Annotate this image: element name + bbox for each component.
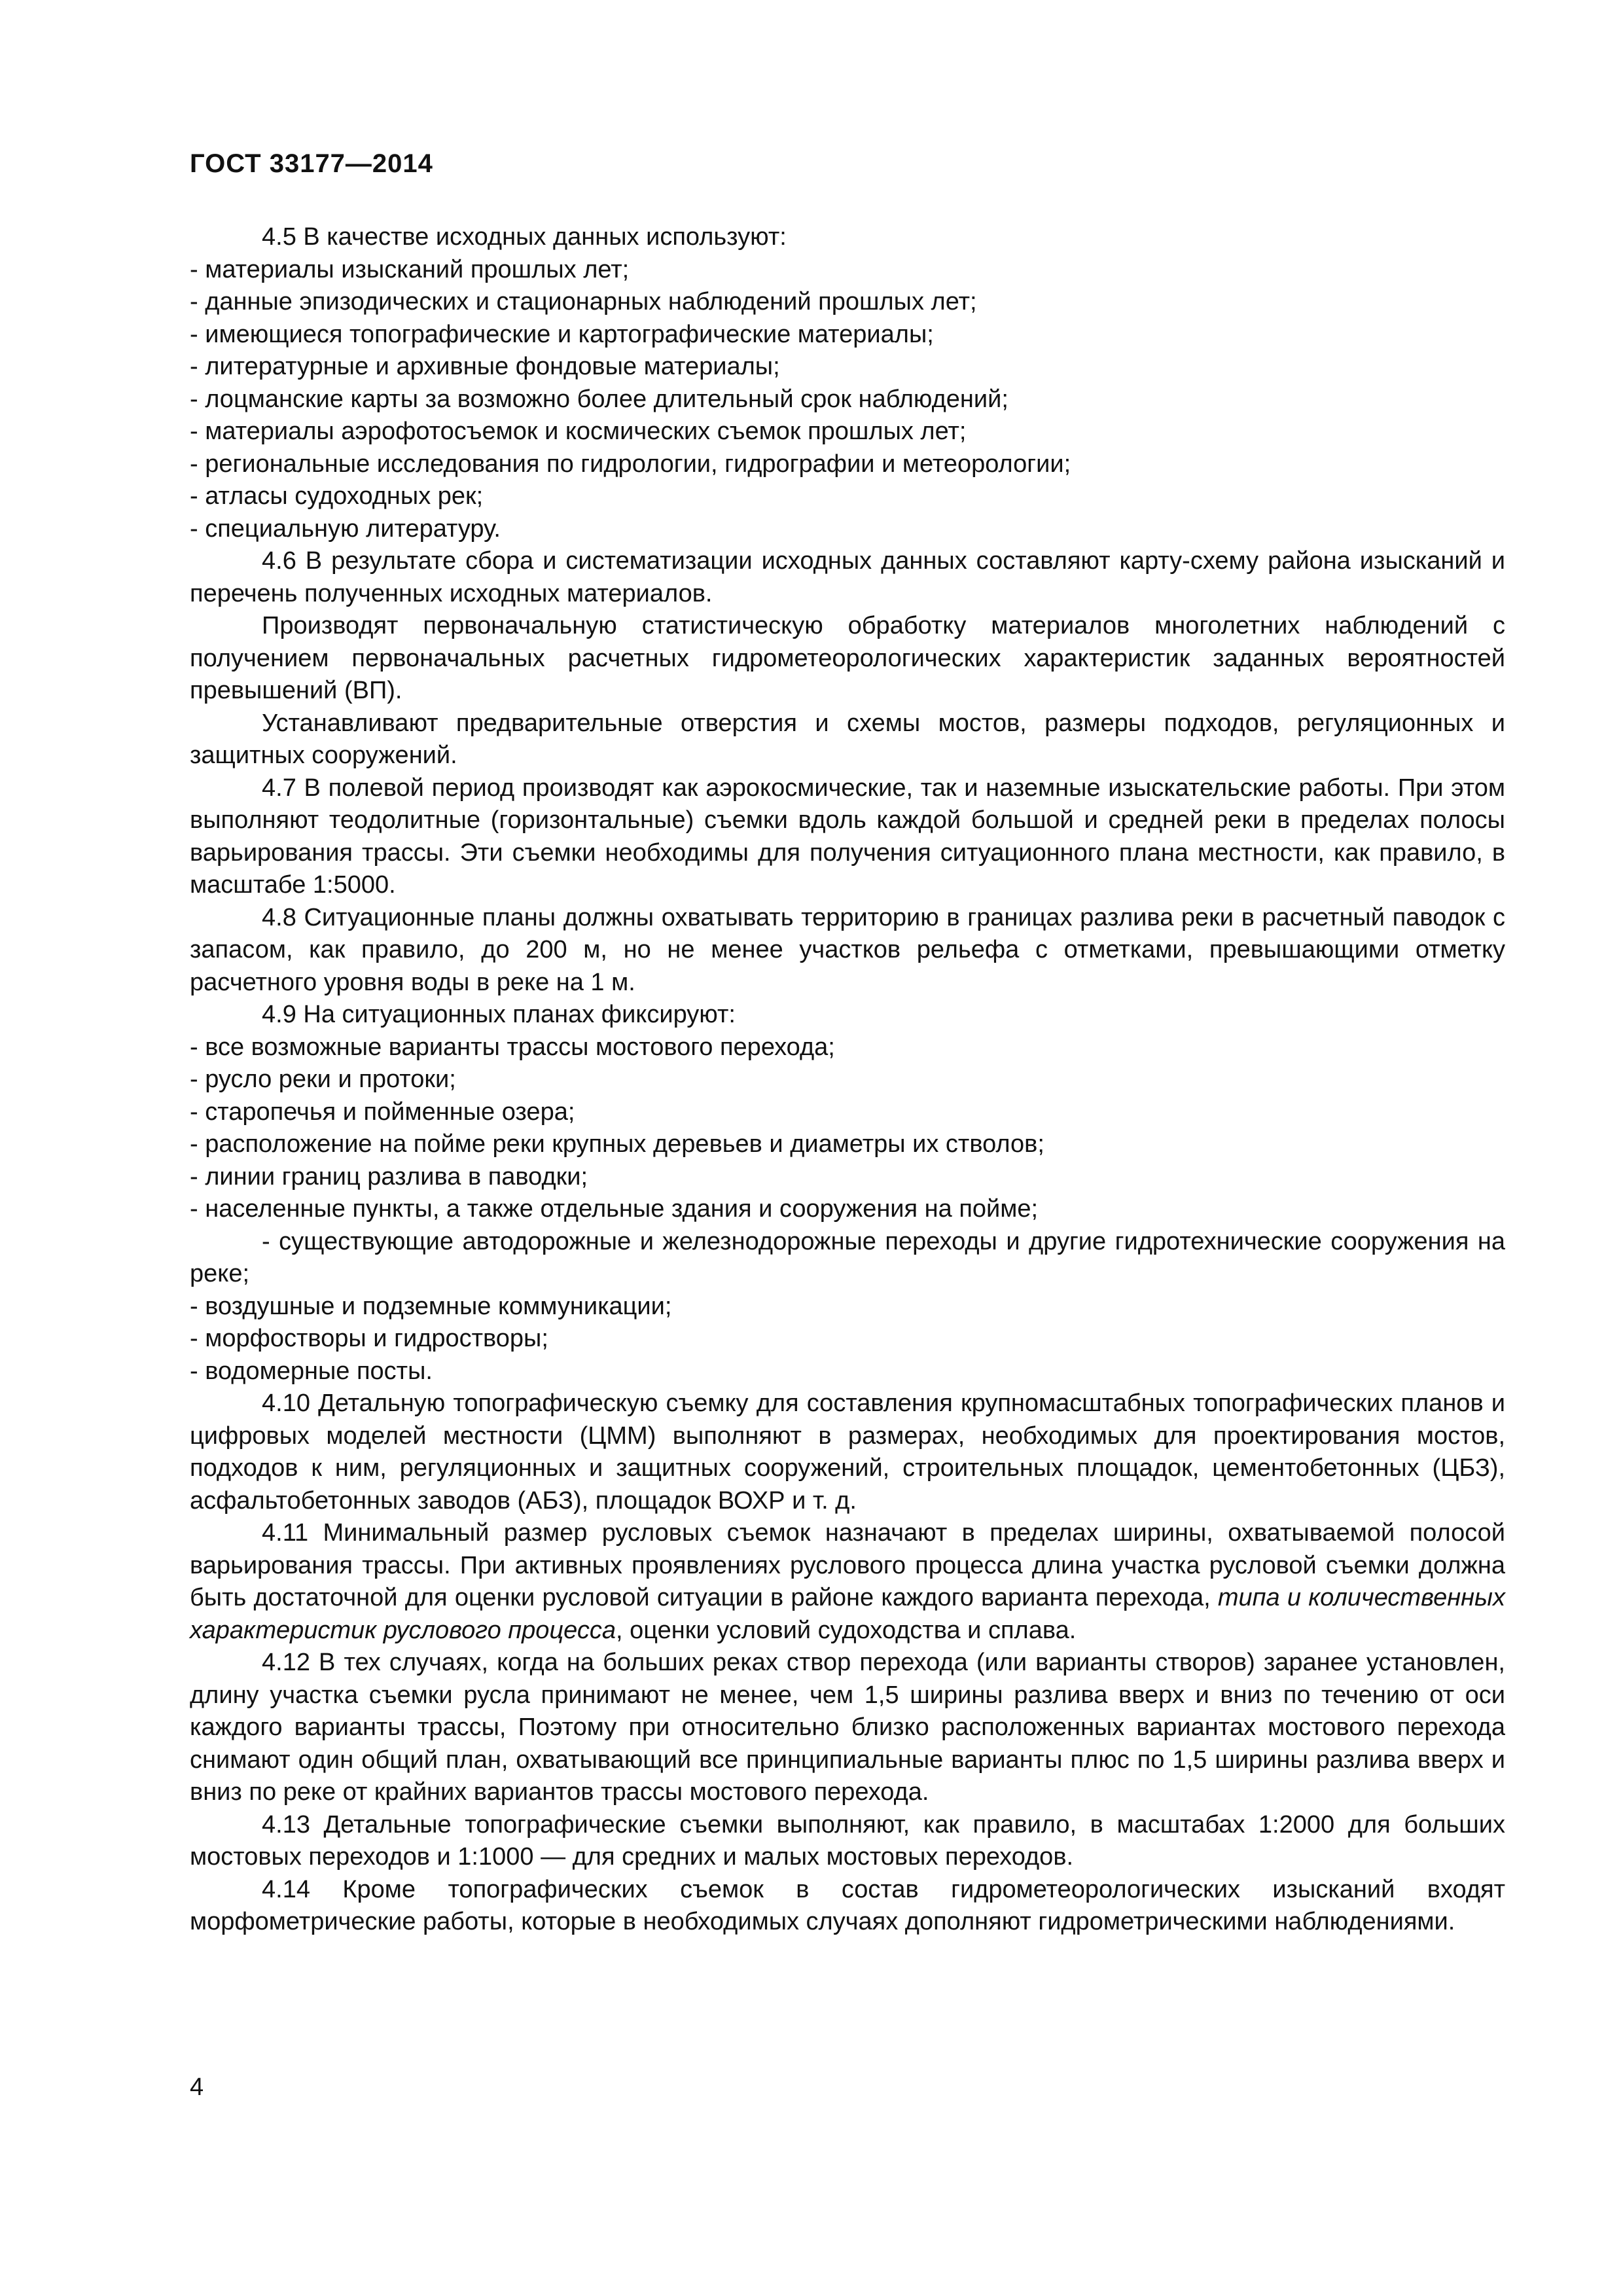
list-item: - региональные исследования по гидрологии, гидрографии и метеорологии;: [190, 450, 1071, 478]
paragraph: Производят первоначальную статистическую обработку материалов многолетних наблюдений с получением первоначальных расчетных гидрометеорологических характеристик заданных вероятностей превышений (ВП).: [190, 612, 1505, 704]
paragraph: 4.10 Детальную топографическую съемку для составления крупномасштабных топографических планов и цифровых моделей местности (ЦММ) выполняют в размерах, необходимых для проектирования мостов, подходов к ним, регуляционных и защитных сооружений, строительных площадок, цементобетонных (ЦБЗ), асфальтобетонных заводов (АБЗ), площадок ВОХР и т. д.: [190, 1390, 1505, 1515]
paragraph: 4.9 На ситуационных планах фиксируют:: [262, 1001, 736, 1028]
list-item: - морфостворы и гидростворы;: [190, 1325, 548, 1352]
paragraph: 4.12 В тех случаях, когда на больших реках створ перехода (или варианты створов) заранее установлен, длину участка съемки русла принимают не менее, чем 1,5 ширины разлива вверх и вниз по течению от оси каждого варианты трассы, Поэтому при относительно близко расположенных вариантах мостового перехода снимают один общий план, охватывающий все принципиальные варианты плюс по 1,5 ширины разлива вверх и вниз по реке от крайних вариантов трассы мостового перехода.: [190, 1649, 1505, 1806]
list-item: - все возможные варианты трассы мостового перехода;: [190, 1033, 835, 1061]
list-item: - специальную литературу.: [190, 514, 501, 543]
list-item: - старопечья и пойменные озера;: [190, 1098, 575, 1126]
paragraph: 4.13 Детальные топографические съемки выполняют, как правило, в масштабах 1:2000 для больших мостовых переходов и 1:1000 — для средних и малых мостовых переходов.: [190, 1810, 1505, 1871]
paragraph: [190, 1517, 1505, 1647]
text-span: , оценки условий судоходства и сплава.: [616, 1616, 1077, 1644]
paragraph: 4.6 В результате сбора и систематизации исходных данных составляют карту-схему района изысканий и перечень полученных исходных материалов.: [190, 547, 1505, 607]
list-item: - существующие автодорожные и железнодорожные переходы и другие гидротехнические сооружения на реке;: [190, 1227, 1505, 1287]
text-span: 4.11 Минимальный размер русловых съемок назначают в пределах ширины, охватываемой полосой варьирования трассы. При активных проявлениях руслового процесса длина участка русловой съемки должна быть достаточной для оценки русловой ситуации в районе каждого варианта перехода,: [190, 1519, 1505, 1611]
page-number: 4: [190, 2073, 204, 2101]
paragraph: Устанавливают предварительные отверстия и схемы мостов, размеры подходов, регуляционных и защитных сооружений.: [190, 709, 1505, 769]
paragraph: 4.14 Кроме топографических съемок в состав гидрометеорологических изысканий входят морфометрические работы, которые в необходимых случаях дополняют гидрометрическими наблюдениями.: [190, 1875, 1505, 1935]
list-item: - материалы изысканий прошлых лет;: [190, 255, 630, 283]
document-header: ГОСТ 33177—2014: [190, 149, 433, 178]
list-item: - имеющиеся топографические и картографические материалы;: [190, 320, 934, 348]
list-item: - литературные и архивные фондовые материалы;: [190, 353, 780, 380]
list-item: - русло реки и протоки;: [190, 1066, 456, 1093]
list-item: - материалы аэрофотосъемок и космических съемок прошлых лет;: [190, 418, 967, 445]
list-item: - населенные пункты, а также отдельные здания и сооружения на пойме;: [190, 1195, 1039, 1223]
paragraph: 4.8 Ситуационные планы должны охватывать территорию в границах разлива реки в расчетный паводок с запасом, как правило, до 200 м, но не менее участков рельефа с отметками, превышающими отметку расчетного уровня воды в реке на 1 м.: [190, 903, 1505, 996]
list-item: - лоцманские карты за возможно более длительный срок наблюдений;: [190, 385, 1008, 413]
list-item: - водомерные посты.: [190, 1357, 433, 1385]
paragraph: 4.7 В полевой период производят как аэрокосмические, так и наземные изыскательские работы. При этом выполняют теодолитные (горизонтальные) съемки вдоль каждой большой и средней реки в пределах полосы варьирования трассы. Эти съемки необходимы для получения ситуационного плана местности, как правило, в масштабе 1:5000.: [190, 774, 1505, 899]
list-item: - расположение на пойме реки крупных деревьев и диаметры их стволов;: [190, 1130, 1044, 1158]
list-item: - линии границ разлива в паводки;: [190, 1162, 588, 1191]
paragraph: 4.5 В качестве исходных данных используют:: [262, 223, 787, 251]
list-item: - данные эпизодических и стационарных наблюдений прошлых лет;: [190, 288, 977, 315]
list-item: - атласы судоходных рек;: [190, 482, 484, 510]
list-item: - воздушные и подземные коммуникации;: [190, 1292, 672, 1320]
document-body: [190, 221, 1505, 1939]
italic-text: типа и количественных характеристик руслового процесса: [190, 1584, 1505, 1644]
